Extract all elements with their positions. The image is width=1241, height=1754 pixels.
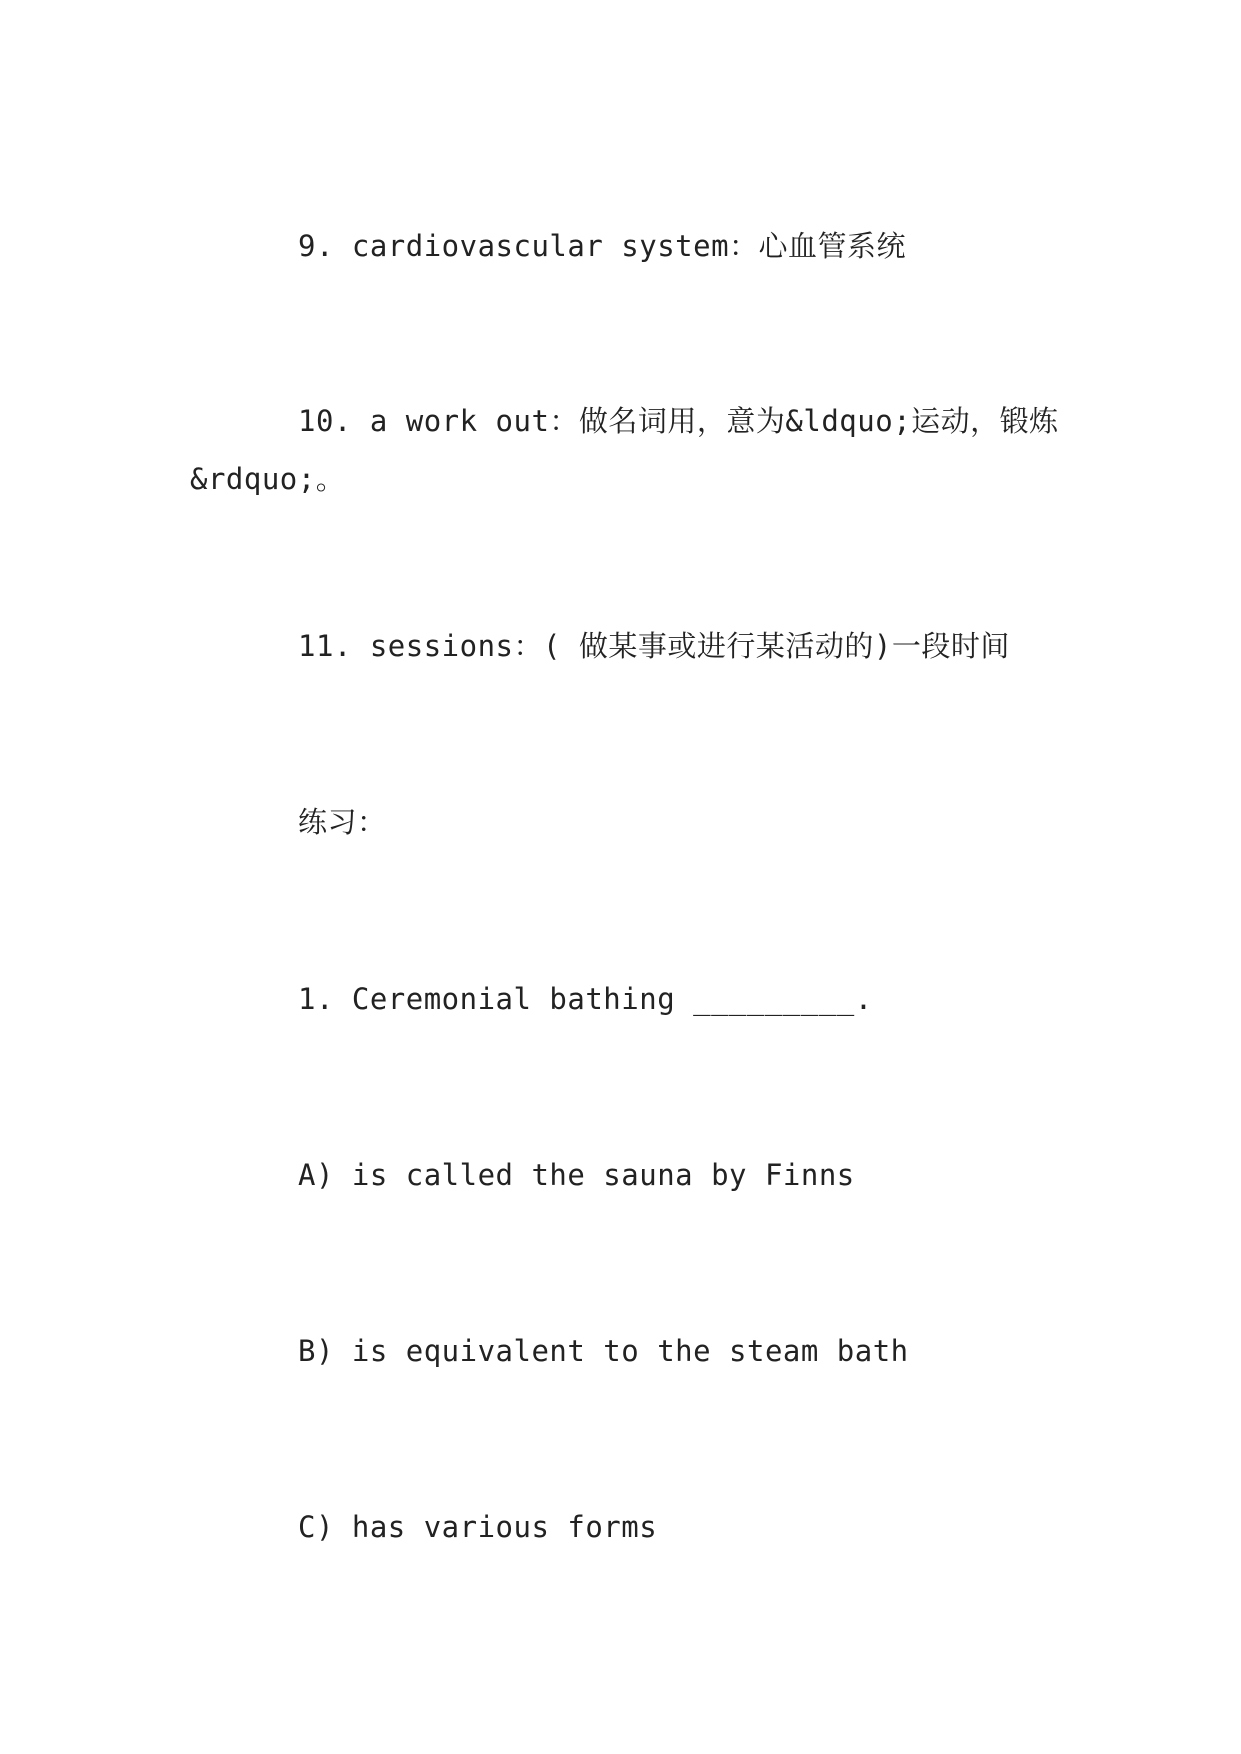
- option-c: C) has various forms: [298, 1510, 658, 1544]
- glossary-item-11: 11. sessions：( 做某事或进行某活动的)一段时间: [298, 629, 1010, 663]
- glossary-item-9: 9. cardiovascular system：心血管系统: [298, 229, 907, 263]
- glossary-item-10: 10. a work out：做名词用，意为&ldquo;运动，锻炼&rdquo;。: [190, 404, 1059, 496]
- option-b: B) is equivalent to the steam bath: [298, 1334, 909, 1368]
- exercise-heading: 练习：: [298, 805, 387, 839]
- question-1: 1. Ceremonial bathing _________.: [298, 982, 873, 1016]
- option-a: A) is called the sauna by Finns: [298, 1158, 855, 1192]
